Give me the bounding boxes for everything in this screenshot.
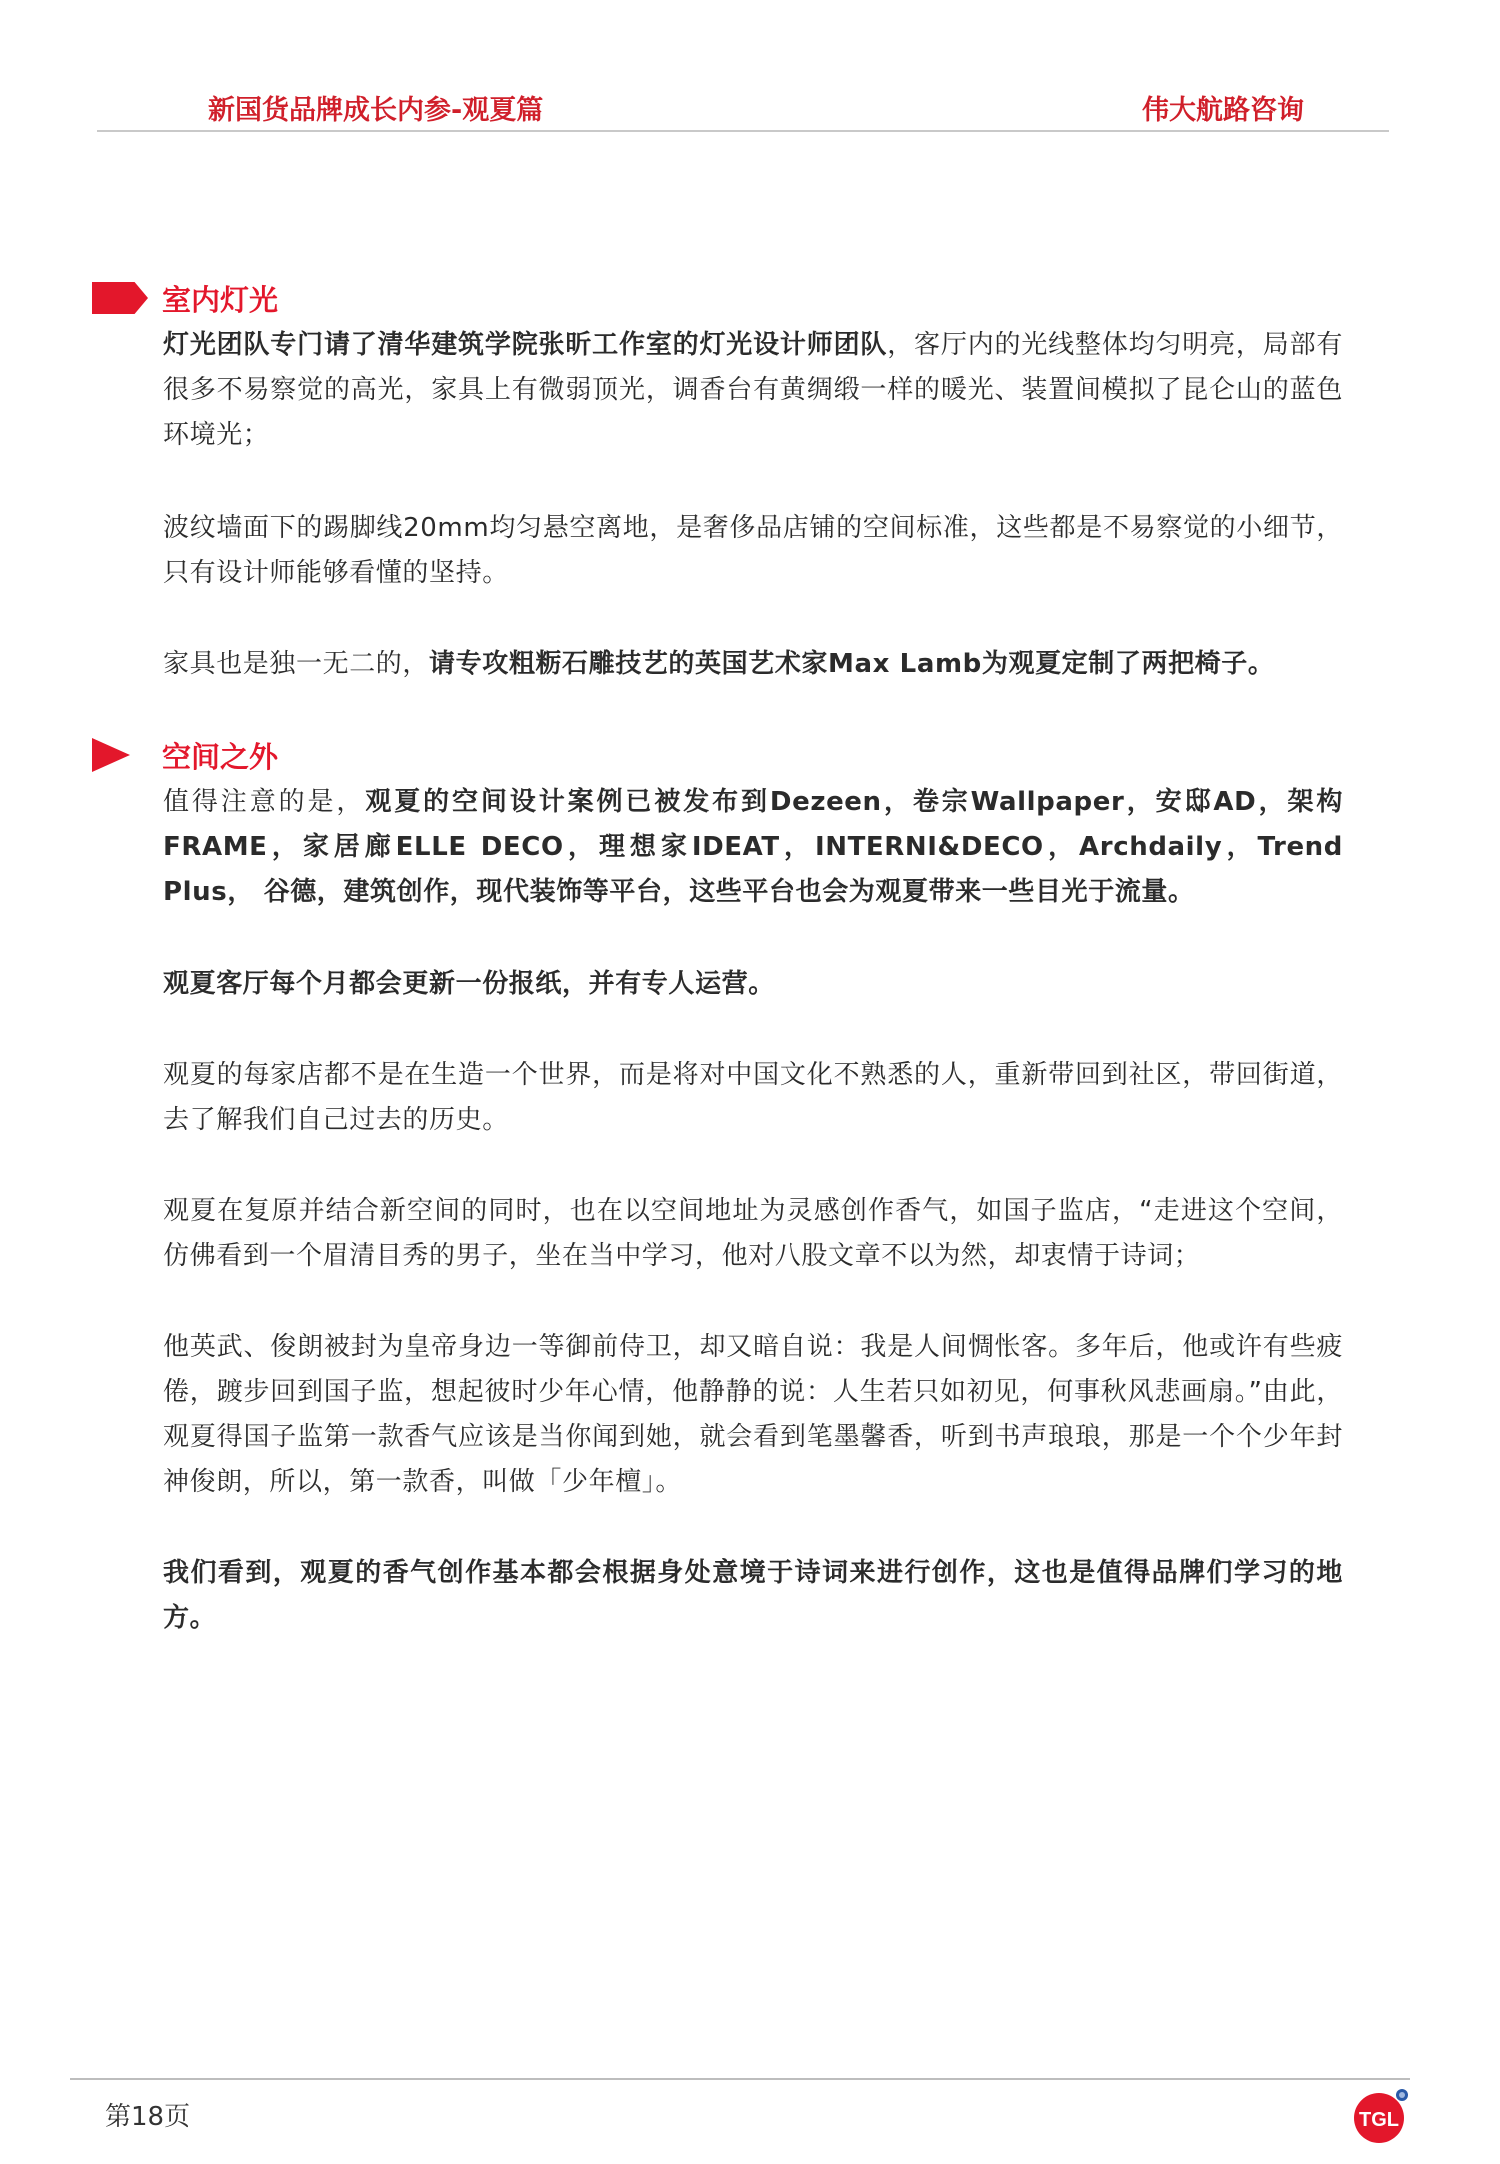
section-marker-icon	[92, 738, 130, 772]
page-number: 第18页	[105, 2102, 191, 2132]
bold-text: 观夏客厅每个月都会更新一份报纸，并有专人运营。	[163, 969, 775, 999]
text: 他英武、俊朗被封为皇帝身边一等御前侍卫，却又暗自说：我是人间惆怅客。多年后，他或许有些疲倦，踱步回到国子监，想起彼时少年心情，他静静的说：人生若只如初见，何事秋风悲画扇。”由此，观夏得国子监第一款香气应该是当你闻到她，就会看到笔墨馨香，听到书声琅琅，那是一个个少年封神俊朗，所以，第一款香，叫做「少年檀」。	[163, 1332, 1343, 1497]
text: 观夏的每家店都不是在生造一个世界，而是将对中国文化不熟悉的人，重新带回到社区，带回街道，去了解我们自己过去的历史。	[163, 1060, 1343, 1135]
paragraph	[163, 506, 1343, 596]
text: 值得注意的是，	[163, 787, 366, 817]
footer-divider	[70, 2078, 1410, 2080]
paragraph	[163, 1551, 1343, 1641]
header-divider	[97, 130, 1389, 132]
bold-text: 请专攻粗粝石雕技艺的英国艺术家Max Lamb为观夏定制了两把椅子。	[429, 649, 1275, 679]
paragraph	[163, 323, 1343, 458]
paragraph	[163, 962, 1343, 1007]
section-title: 空间之外	[162, 740, 279, 774]
text: ，客厅内的光线整体均匀明亮，局部有很多不易察觉的高光，家具上有微弱顶光，调香台有黄绸缎一样的暖光、装置间模拟了昆仑山的蓝色环境光；	[163, 330, 1344, 450]
section-title: 室内灯光	[162, 283, 279, 317]
logo-text: TGL	[1359, 2109, 1399, 2131]
paragraph	[163, 1053, 1343, 1143]
header-brand: 伟大航路咨询	[1142, 95, 1304, 126]
bold-text: 观夏的空间设计案例已被发布到Dezeen，卷宗Wallpaper，安邸AD，架构FRAME，家居廊ELLE DECO，理想家IDEAT，INTERNI&DECO，Archdaily，Trend Plus， 谷德，建筑创作，现代装饰等平台，这些平台也会为观夏带来一些目光于流量。	[163, 787, 1343, 907]
bold-text: 我们看到，观夏的香气创作基本都会根据身处意境于诗词来进行创作，这也是值得品牌们学习的地方。	[163, 1558, 1343, 1633]
bold-text: 灯光团队专门请了清华建筑学院张昕工作室的灯光设计师团队	[163, 330, 888, 360]
text: 家具也是独一无二的，	[163, 649, 430, 679]
section-marker-icon	[92, 282, 148, 314]
text: 波纹墙面下的踢脚线20mm均匀悬空离地，是奢侈品店铺的空间标准，这些都是不易察觉的小细节，只有设计师能够看懂的坚持。	[163, 513, 1343, 588]
text: 观夏在复原并结合新空间的同时，也在以空间地址为灵感创作香气，如国子监店，“走进这个空间，仿佛看到一个眉清目秀的男子，坐在当中学习，他对八股文章不以为然，却衷情于诗词；	[163, 1196, 1343, 1271]
header-title: 新国货品牌成长内参-观夏篇	[208, 95, 544, 126]
paragraph	[163, 1189, 1343, 1279]
paragraph	[163, 1325, 1343, 1505]
paragraph	[163, 642, 1343, 687]
tgl-logo-icon	[1352, 2086, 1412, 2146]
paragraph	[163, 780, 1343, 915]
